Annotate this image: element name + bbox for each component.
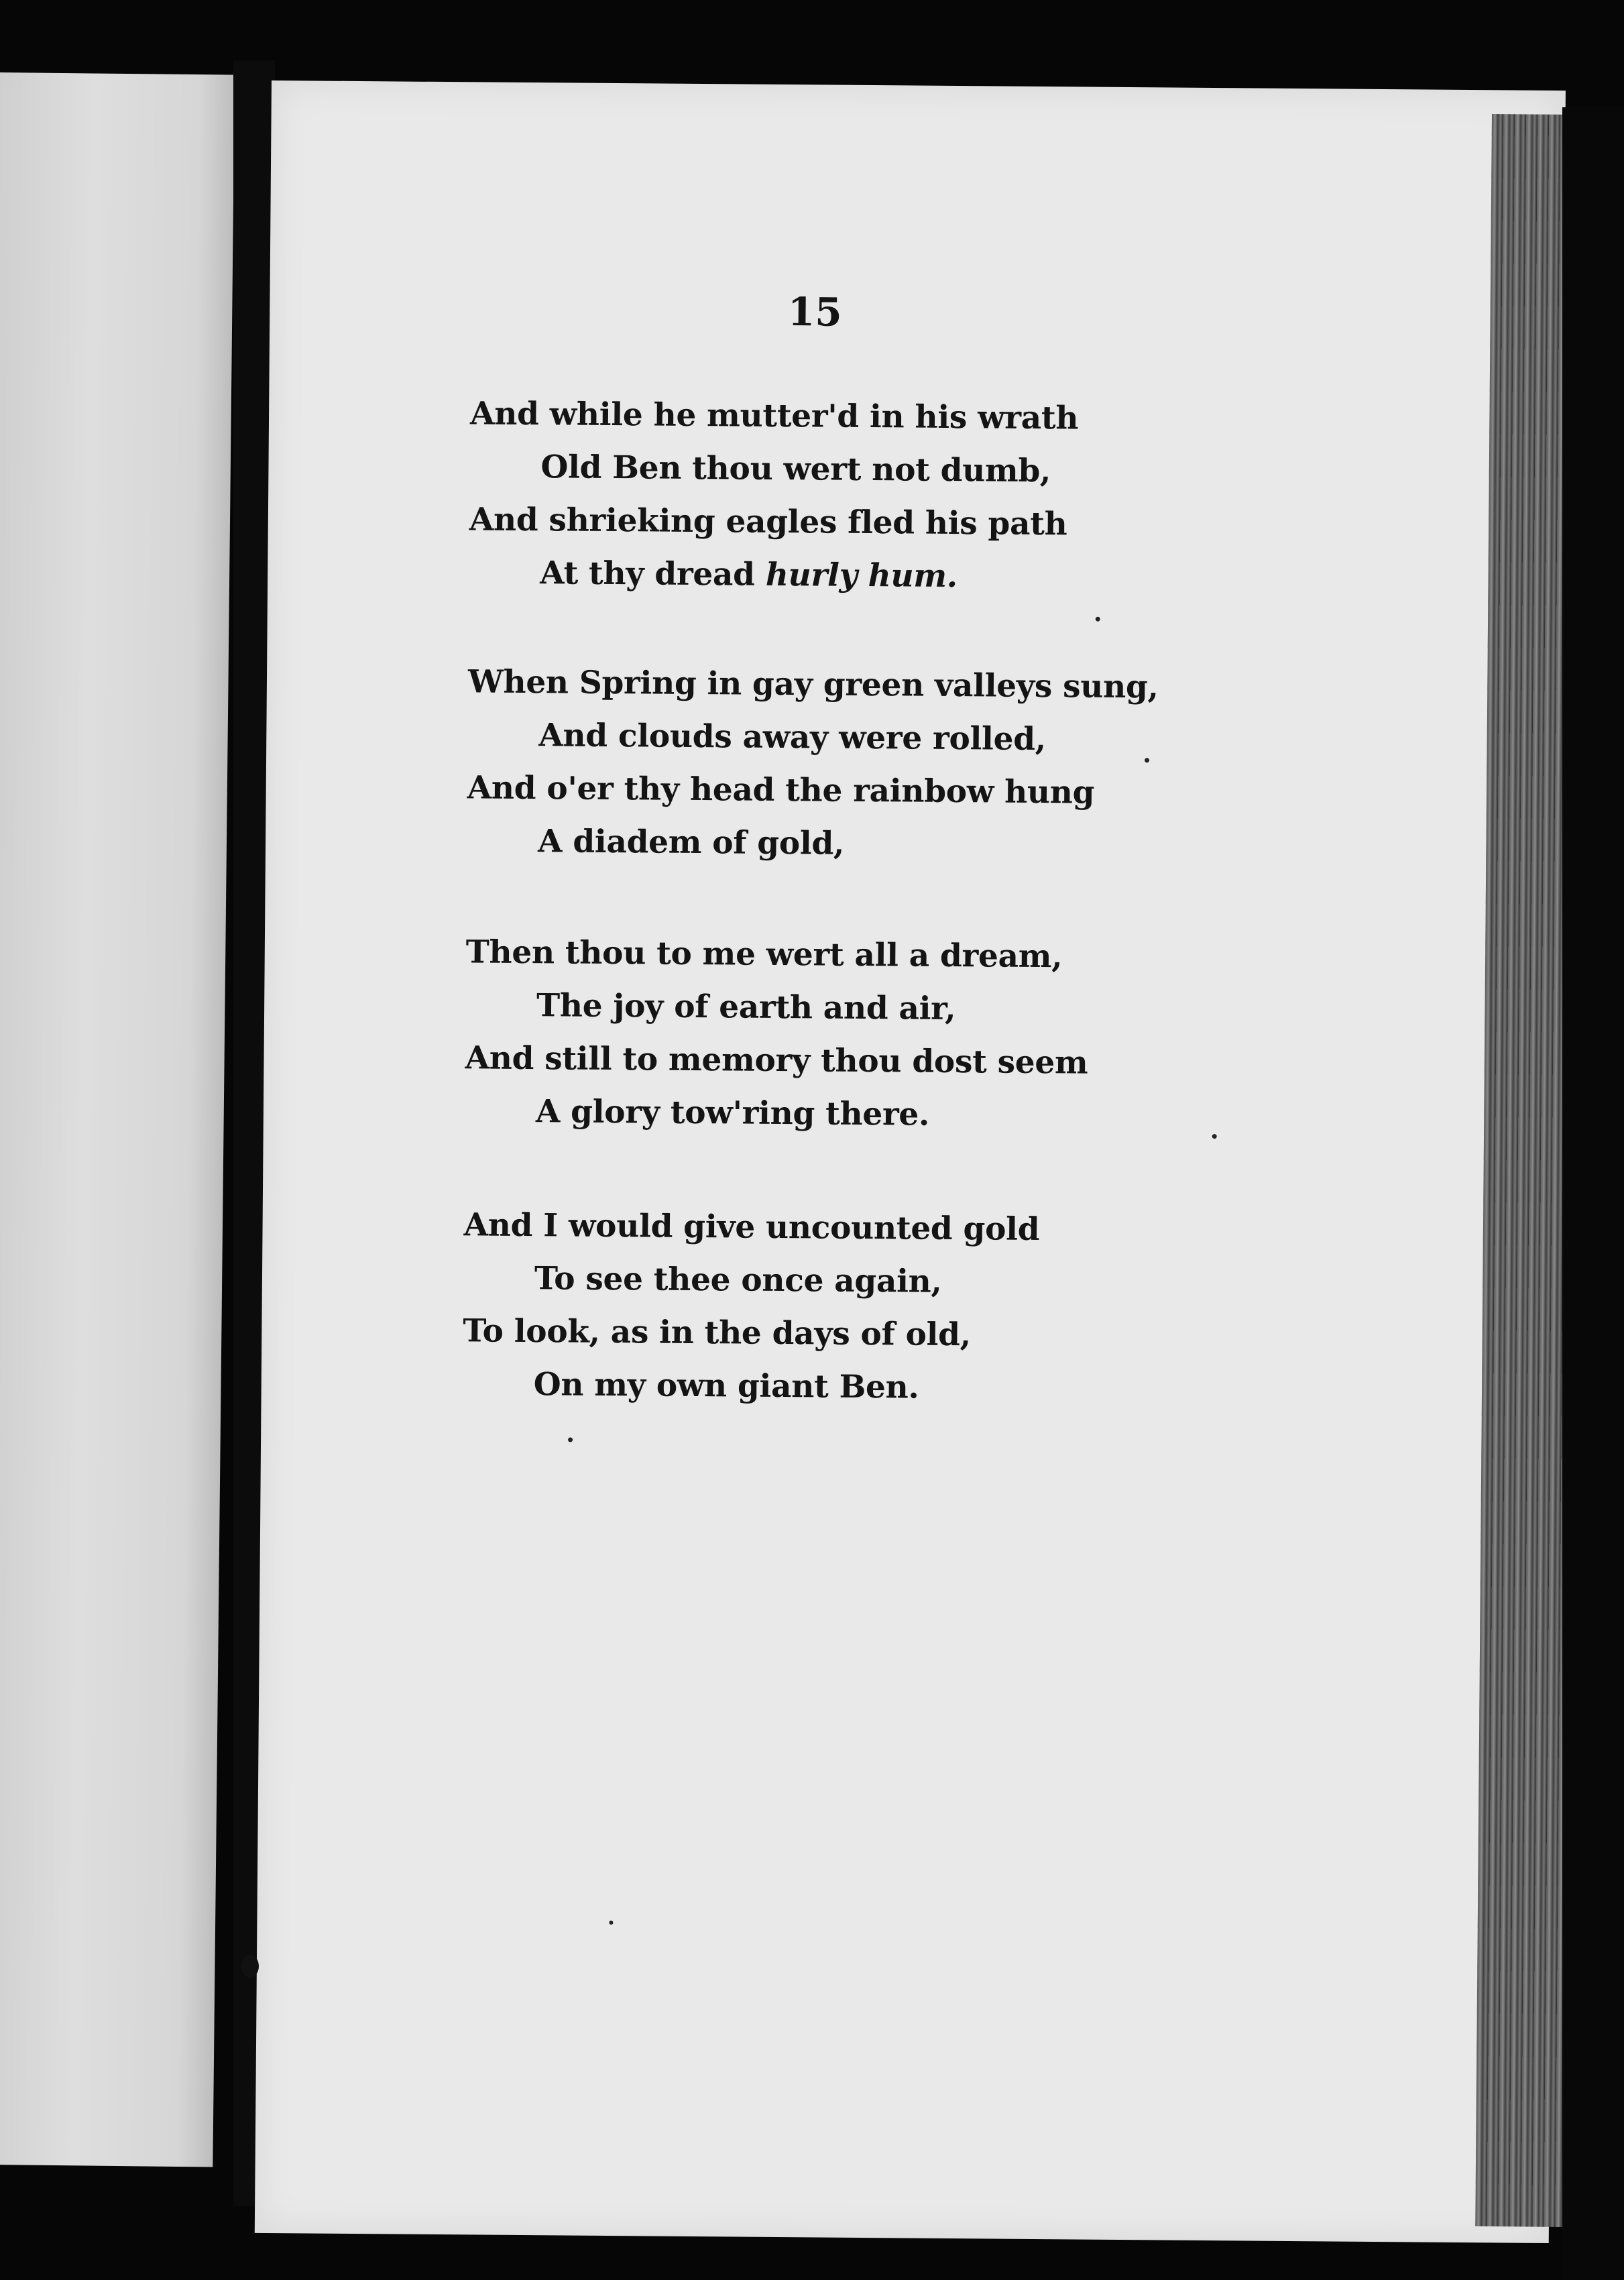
poem-line: When Spring in gay green valleys sung, [467,663,1159,706]
ink-speck [1145,758,1149,762]
poem-line [469,546,1408,606]
poem-line: A glory tow'ring there. [535,1093,930,1133]
ink-blot [241,1955,259,1978]
stanza-2 [467,655,1407,874]
poem-line: A diadem of gold, [537,823,845,862]
poem-line: To see thee once again, [534,1260,942,1300]
poem-line: And I would give uncounted gold [463,1206,1040,1249]
poem-line: Then thou to me wert all a dream, [465,933,1063,976]
poem-line: And while he mutter'd in his wrath [469,395,1079,437]
stanza-4 [462,1198,1402,1418]
poem-line: And clouds away were rolled, [538,717,1047,758]
ink-speck [1212,1134,1217,1139]
right-page [255,80,1566,2243]
ink-speck [609,1921,613,1925]
poem-line: To look, as in the days of old, [463,1312,972,1354]
ink-speck [568,1438,573,1442]
scan-border [1562,107,1624,2280]
stanza-1 [469,387,1409,606]
poem-line: And still to memory thou dost seem [465,1039,1088,1082]
poem-line: On my own giant Ben. [533,1366,919,1406]
poem-line-text: At thy dread [540,555,766,593]
page-content [255,80,1566,2243]
left-page [0,72,235,2167]
page-number-text: 15 [787,289,842,335]
poem-line: The joy of earth and air, [536,987,956,1028]
poem-line: And shrieking eagles fled his path [469,501,1067,543]
poem-line: And o'er thy head the rainbow hung [467,769,1095,811]
italic-phrase: hurly hum. [765,556,958,595]
ink-speck [1096,617,1100,622]
stanza-3 [465,925,1405,1145]
page-number [270,285,1564,341]
poem-line: Old Ben thou wert not dumb, [540,449,1051,490]
